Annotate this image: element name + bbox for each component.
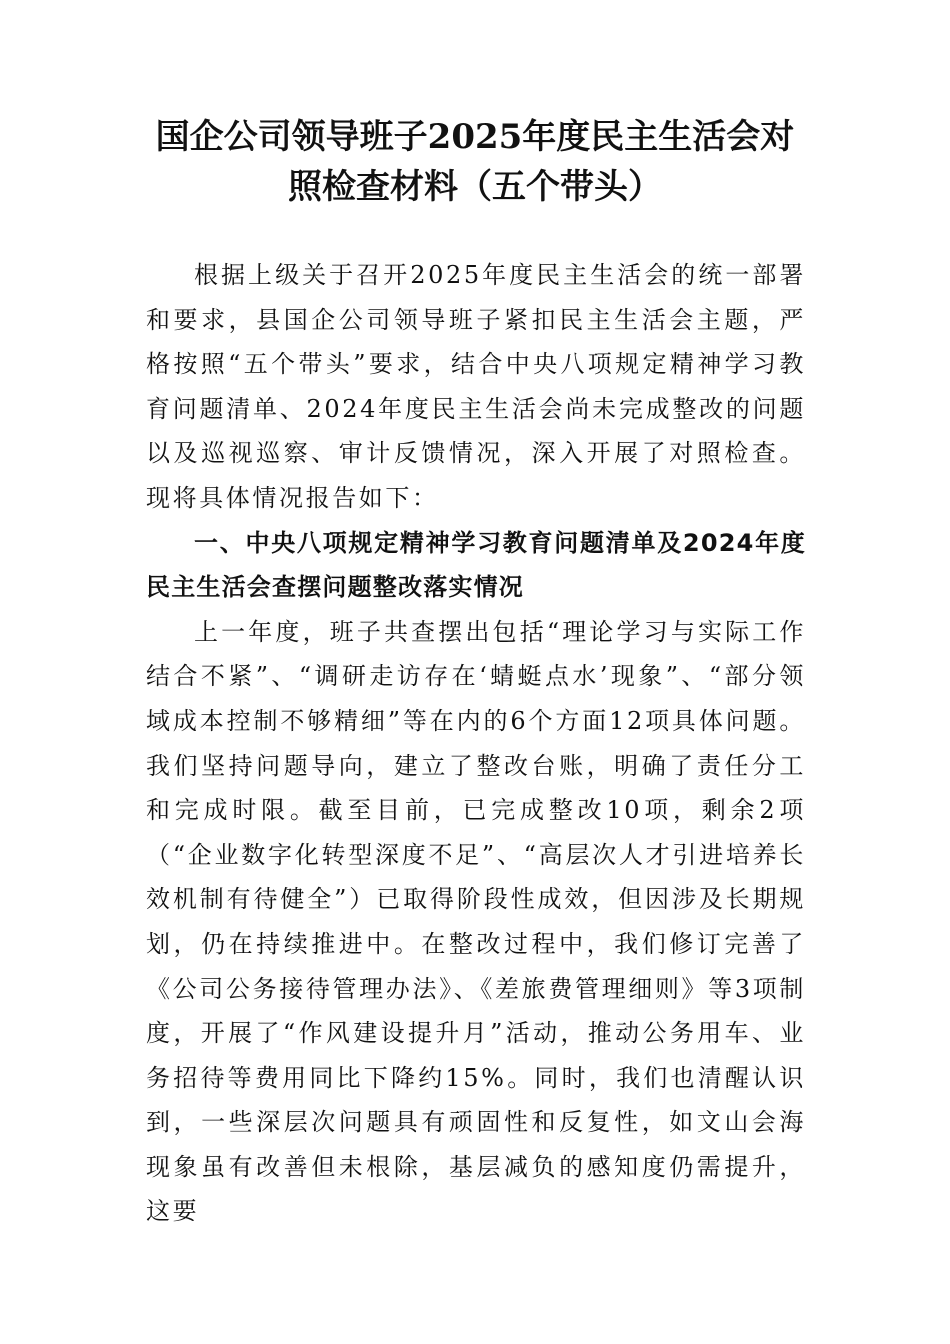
intro-paragraph: 根据上级关于召开2025年度民主生活会的统一部署和要求，县国企公司领导班子紧扣民主生活会主题，严格按照“五个带头”要求，结合中央八项规定精神学习教育问题清单、2024年度民主生活会尚未完成整改的问题以及巡视巡察、审计反馈情况，深入开展了对照检查。现将具体情况报告如下： bbox=[146, 261, 806, 512]
document-title: 国企公司领导班子2025年度民主生活会对照检查材料（五个带头） bbox=[155, 117, 795, 207]
document-body bbox=[146, 253, 806, 1234]
section-heading-1: 一、中央八项规定精神学习教育问题清单及2024年度民主生活会查摆问题整改落实情况 bbox=[146, 528, 806, 602]
body-paragraph: 上一年度，班子共查摆出包括“理论学习与实际工作结合不紧”、“调研走访存在‘蜻蜓点水’现象”、“部分领域成本控制不够精细”等在内的6个方面12项具体问题。我们坚持问题导向，建立了整改台账，明确了责任分工和完成时限。截至目前，已完成整改10项，剩余2项（“企业数字化转型深度不足”、“高层次人才引进培养长效机制有待健全”）已取得阶段性成效，但因涉及长期规划，仍在持续推进中。在整改过程中，我们修订完善了《公司公务接待管理办法》、《差旅费管理细则》等3项制度，开展了“作风建设提升月”活动，推动公务用车、业务招待等费用同比下降约15%。同时，我们也清醒认识到，一些深层次问题具有顽固性和反复性，如文山会海现象虽有改善但未根除，基层减负的感知度仍需提升，这要 bbox=[146, 617, 806, 1226]
